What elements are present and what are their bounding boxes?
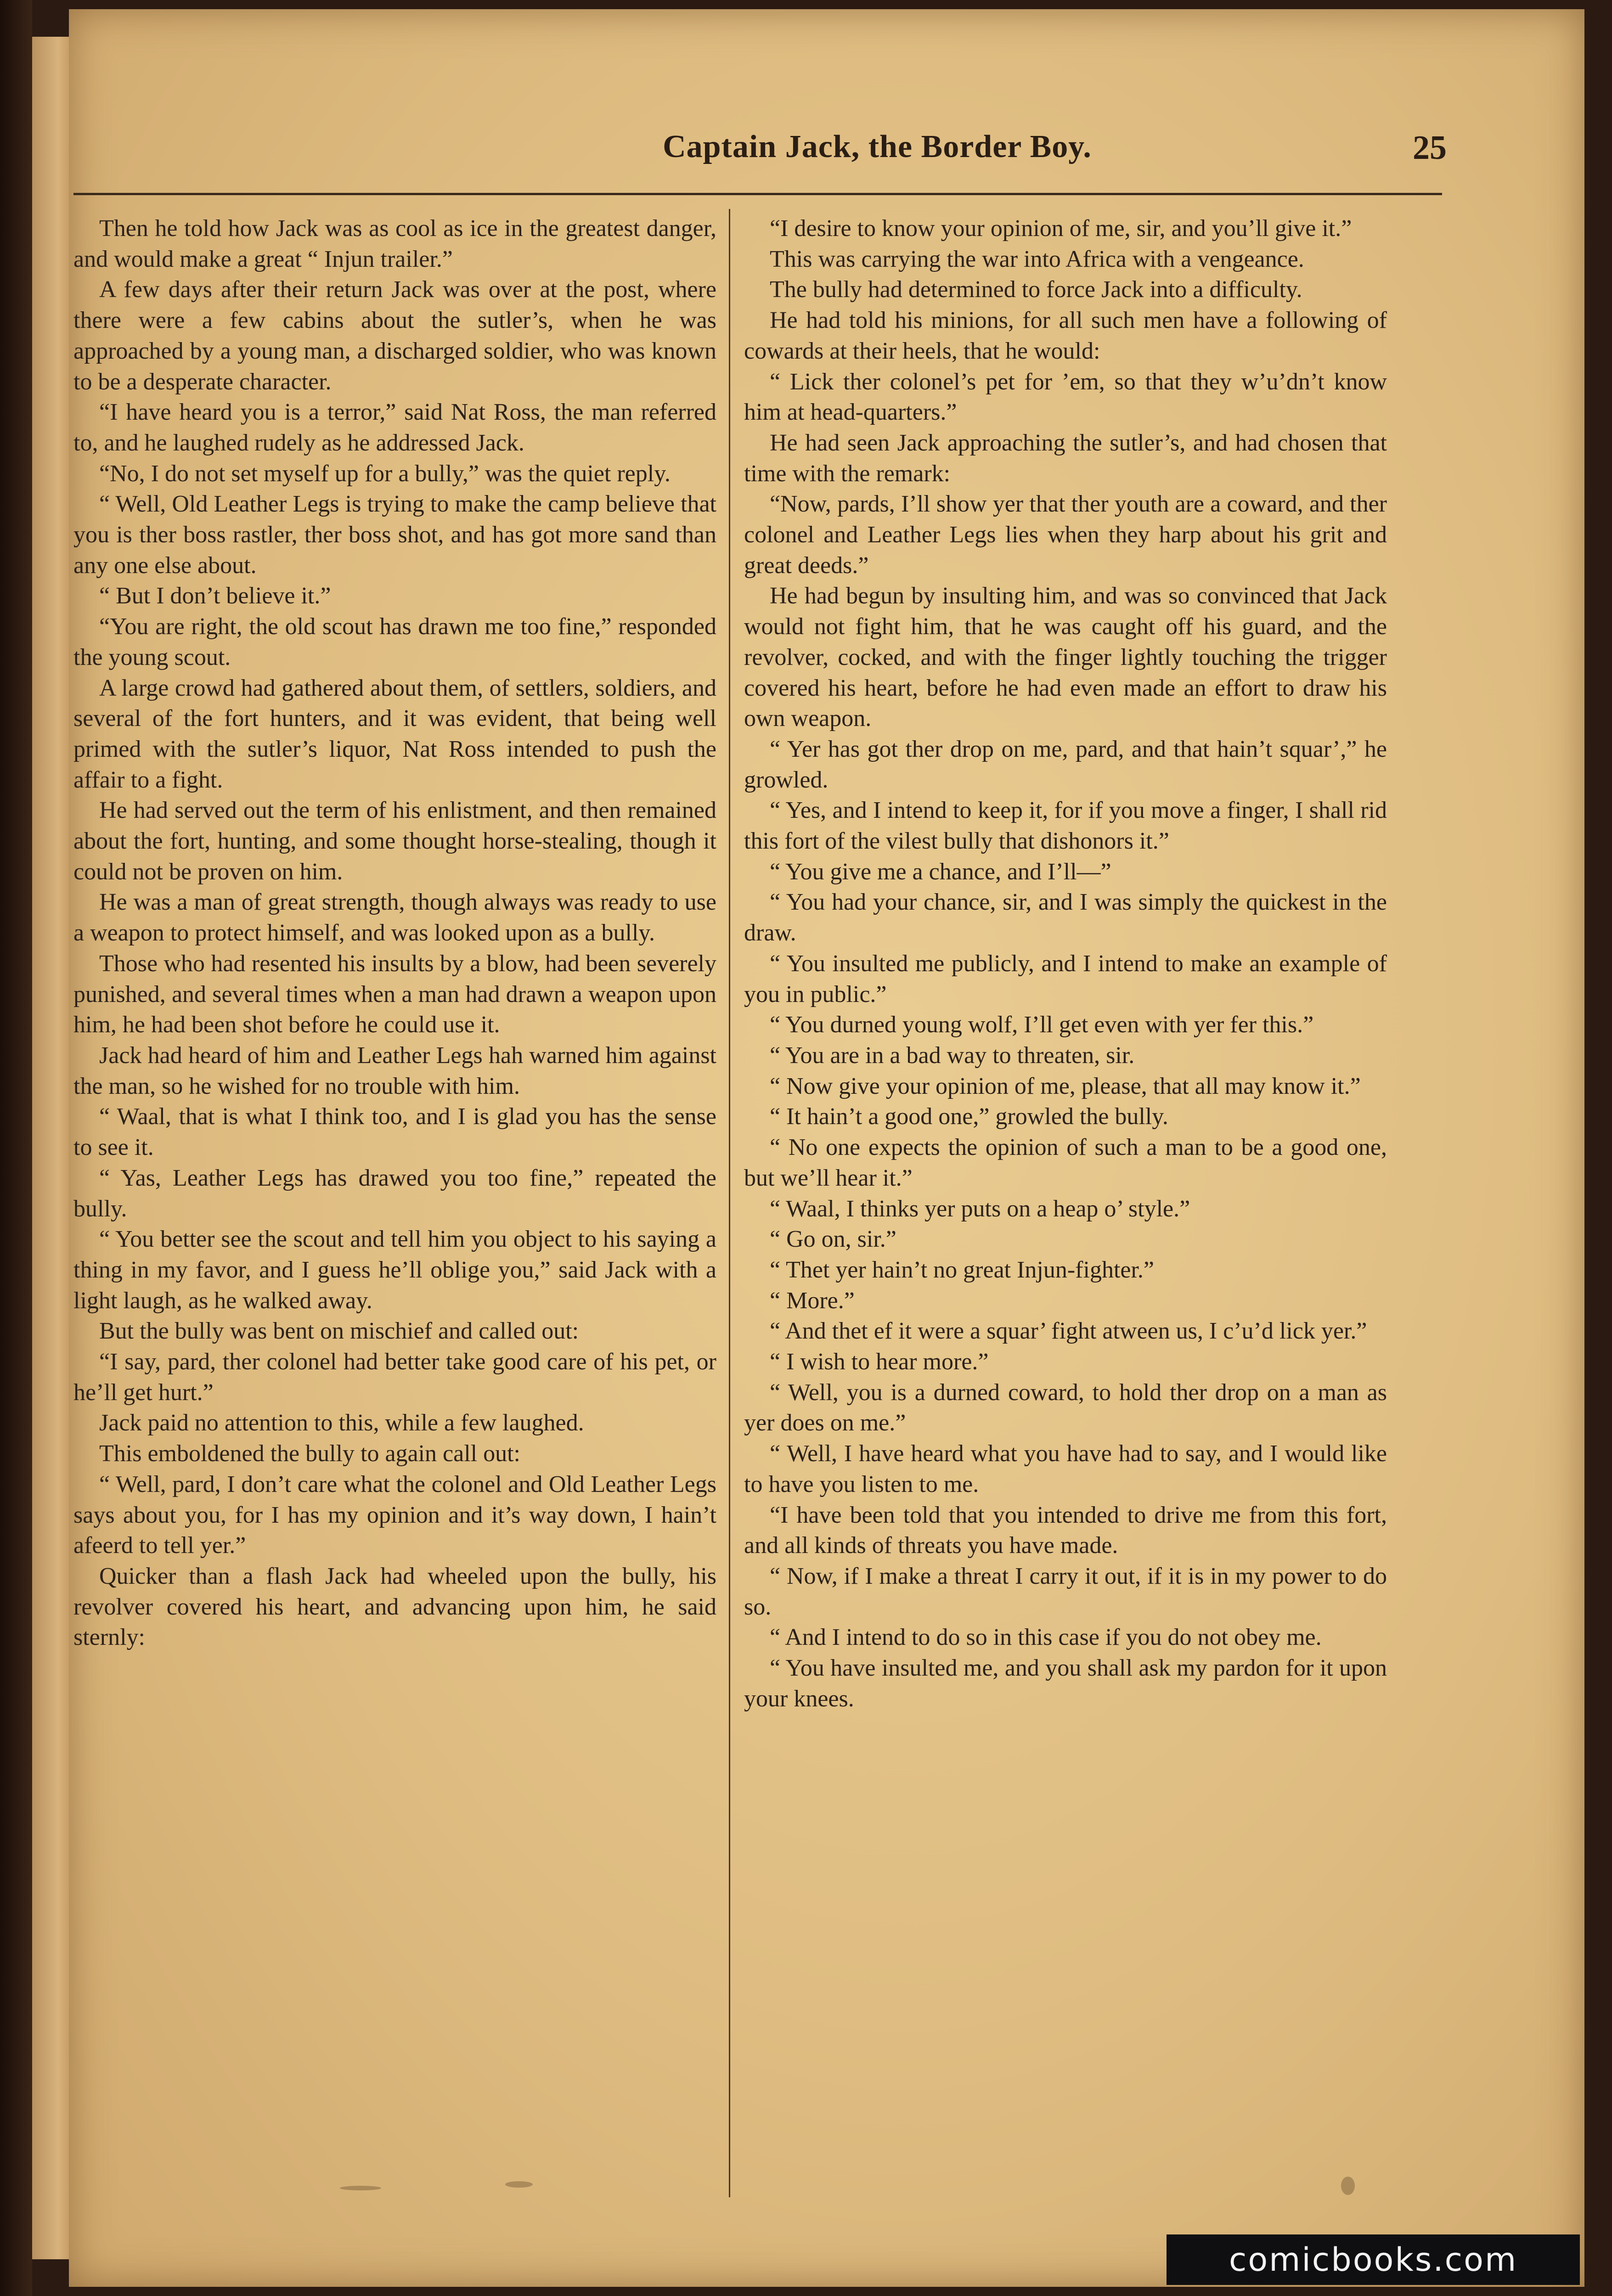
- paragraph: “ Well, pard, I don’t care what the colonel and Old Leather Legs says about you, for I has my opinion and it’s way down, I hain’t afeerd to tell yer.”: [73, 1471, 716, 1559]
- paragraph: “ You are in a bad way to threaten, sir.: [770, 1042, 1135, 1069]
- paragraph: “I have heard you is a terror,” said Nat Ross, the man referred to, and he laughed rudely as he addressed Jack.: [73, 399, 716, 456]
- paragraph: “ Waal, that is what I think too, and I is glad you has the sense to see it.: [73, 1103, 716, 1161]
- paragraph: The bully had determined to force Jack into a difficulty.: [770, 276, 1302, 303]
- paragraph: “No, I do not set myself up for a bully,” was the quiet reply.: [99, 460, 671, 487]
- paragraph: “ It hain’t a good one,” growled the bully.: [770, 1103, 1168, 1130]
- paragraph: “ Well, Old Leather Legs is trying to make the camp believe that you is ther boss rastler, ther boss shot, and has got more sand than any one else about.: [73, 491, 716, 579]
- running-title: Captain Jack, the Border Boy.: [663, 129, 1092, 164]
- paragraph: “ But I don’t believe it.”: [99, 583, 331, 609]
- right-column: [744, 214, 1387, 2188]
- paragraph: A large crowd had gathered about them, of settlers, soldiers, and several of the fort hunters, and it was evident, that being well primed with the sutler’s liquor, Nat Ross intended to push the affair to a fight.: [73, 675, 716, 793]
- paragraph: A few days after their return Jack was over at the post, where there were a few cabins about the sutler’s, when he was approached by a young man, a discharged soldier, who was known to be a desperate character.: [73, 276, 716, 395]
- paragraph: “ You have insulted me, and you shall ask my pardon for it upon your knees.: [744, 1655, 1387, 1712]
- paragraph: This was carrying the war into Africa with a vengeance.: [770, 246, 1304, 272]
- paragraph: But the bully was bent on mischief and called out:: [99, 1318, 579, 1345]
- paragraph: “You are right, the old scout has drawn me too fine,” responded the young scout.: [73, 613, 716, 670]
- paragraph: “ More.”: [770, 1287, 855, 1314]
- header-rule: [73, 193, 1442, 195]
- page-header: [69, 129, 1447, 179]
- paragraph: Then he told how Jack was as cool as ice in the greatest danger, and would make a great “ Injun trailer.”: [73, 215, 716, 272]
- paragraph: “I have been told that you intended to drive me from this fort, and all kinds of threats you have made.: [744, 1502, 1387, 1559]
- paragraph: “ And I intend to do so in this case if you do not obey me.: [770, 1624, 1322, 1651]
- paragraph: “ You insulted me publicly, and I intend to make an example of you in public.”: [744, 950, 1387, 1007]
- paragraph: “ Yes, and I intend to keep it, for if you move a finger, I shall rid this fort of the vilest bully that dishonors it.”: [744, 797, 1387, 855]
- paragraph: “I desire to know your opinion of me, sir, and you’ll give it.”: [770, 215, 1352, 242]
- paragraph: “ Waal, I thinks yer puts on a heap o’ style.”: [770, 1195, 1190, 1222]
- ink-smudge: [1341, 2177, 1355, 2195]
- paragraph: He had served out the term of his enlistment, and then remained about the fort, hunting, and some thought horse-stealing, though it could not be proven on him.: [73, 797, 716, 885]
- paragraph: “ I wish to hear more.”: [770, 1349, 989, 1375]
- paragraph: Those who had resented his insults by a blow, had been severely punished, and several times when a man had drawn a weapon upon him, he had been shot before he could use it.: [73, 950, 716, 1038]
- paragraph: He was a man of great strength, though always was ready to use a weapon to protect himself, and was looked upon as a bully.: [73, 889, 716, 946]
- paragraph: “I say, pard, ther colonel had better take good care of his pet, or he’ll get hurt.”: [73, 1349, 716, 1406]
- paragraph: “ Yas, Leather Legs has drawed you too fine,” repeated the bully.: [73, 1165, 716, 1222]
- book-spine: [0, 0, 32, 2296]
- paragraph: Jack had heard of him and Leather Legs hah warned him against the man, so he wished for no trouble with him.: [73, 1042, 716, 1099]
- paragraph: “ Lick ther colonel’s pet for ’em, so that they w’u’dn’t know him at head-quarters.”: [744, 368, 1387, 426]
- ink-smudge: [505, 2181, 533, 2188]
- paragraph: He had begun by insulting him, and was so convinced that Jack would not fight him, that he was caught off his guard, and the revolver, cocked, and with the finger lightly touching the trigger covered his heart, before he had even made an effort to draw his own weapon.: [744, 583, 1387, 732]
- paragraph: “Now, pards, I’ll show yer that ther youth are a coward, and ther colonel and Leather Legs lies when they harp about his grit and great deeds.”: [744, 491, 1387, 579]
- paragraph: “ You give me a chance, and I’ll—”: [770, 858, 1111, 885]
- paragraph: “ No one expects the opinion of such a man to be a good one, but we’ll hear it.”: [744, 1134, 1387, 1191]
- column-divider: [729, 209, 730, 2197]
- paragraph: He had told his minions, for all such men have a following of cowards at their heels, that he would:: [744, 307, 1387, 364]
- paragraph: “ You better see the scout and tell him you object to his saying a thing in my favor, and I guess he’ll oblige you,” said Jack with a light laugh, as he walked away.: [73, 1226, 716, 1314]
- paragraph: “ You had your chance, sir, and I was simply the quickest in the draw.: [744, 889, 1387, 946]
- paragraph: “ Now give your opinion of me, please, that all may know it.”: [770, 1073, 1361, 1099]
- paragraph: Quicker than a flash Jack had wheeled upon the bully, his revolver covered his heart, and advancing upon him, he said sternly:: [73, 1563, 716, 1651]
- paragraph: “ Now, if I make a threat I carry it out, if it is in my power to do so.: [744, 1563, 1387, 1620]
- paragraph: He had seen Jack approaching the sutler’s, and had chosen that time with the remark:: [744, 429, 1387, 487]
- left-column: [73, 214, 716, 2188]
- paragraph: “ And thet ef it were a squar’ fight atween us, I c’u’d lick yer.”: [770, 1318, 1367, 1345]
- paragraph: “ Thet yer hain’t no great Injun-fighter.”: [770, 1256, 1155, 1283]
- page-number: 25: [1413, 129, 1447, 167]
- paragraph: Jack paid no attention to this, while a few laughed.: [99, 1410, 584, 1436]
- paragraph: “ Well, I have heard what you have had to say, and I would like to have you listen to me.: [744, 1441, 1387, 1497]
- paragraph: This emboldened the bully to again call out:: [99, 1441, 521, 1467]
- paragraph: “ You durned young wolf, I’ll get even with yer fer this.”: [770, 1012, 1314, 1038]
- paragraph: “ Yer has got ther drop on me, pard, and that hain’t squar’,” he growled.: [744, 736, 1387, 793]
- ink-smudge: [340, 2186, 381, 2190]
- paragraph: “ Go on, sir.”: [770, 1226, 896, 1253]
- watermark-logo: comicbooks.com: [1167, 2234, 1580, 2285]
- paragraph: “ Well, you is a durned coward, to hold ther drop on a man as yer does on me.”: [744, 1379, 1387, 1436]
- facing-page-edge: [32, 37, 70, 2259]
